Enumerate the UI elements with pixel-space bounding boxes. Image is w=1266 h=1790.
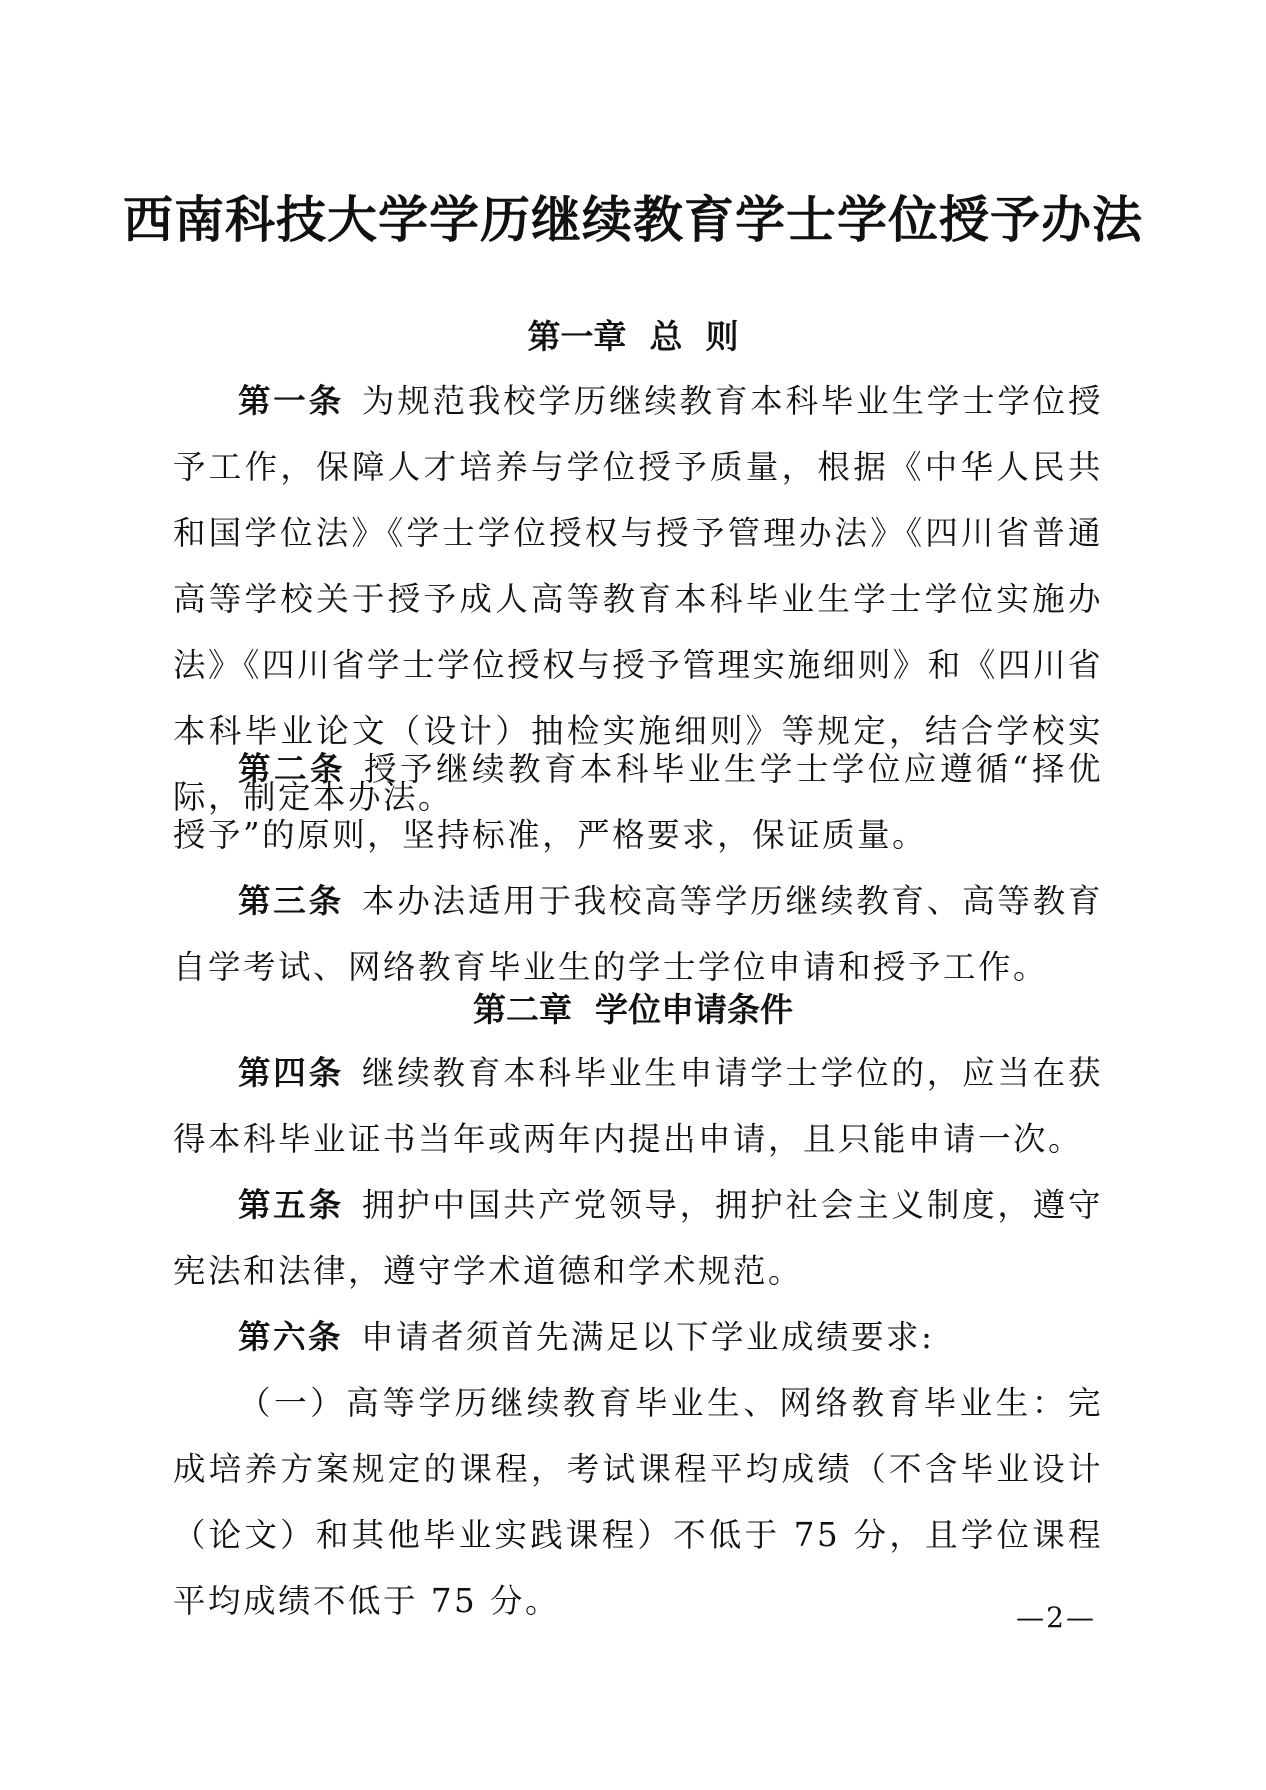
article-label: 第五条 bbox=[238, 1186, 344, 1224]
chapter-heading-2: 第二章 学位申请条件 bbox=[473, 990, 793, 1029]
article-label: 第六条 bbox=[238, 1318, 344, 1356]
chapter-heading-1: 第一章 总 则 bbox=[527, 317, 739, 356]
article-text: 为规范我校学历继续教育本科毕业生学士学位授予工作，保障人才培养与学位授予质量，根据《中华人民共和国学位法》《学士学位授权与授予管理办法》《四川省普通高等学校关于授予成人高等教育本科毕业生学士学位实施办法》《四川省学士学位授权与授予管理实施细则》和《四川省本科毕业论文（设计）抽检实施细则》等规定，结合学校实际，制定本办法。 bbox=[173, 382, 1103, 816]
article-label: 第四条 bbox=[238, 1054, 344, 1092]
article-label: 第三条 bbox=[238, 882, 344, 920]
article-text: 拥护中国共产党领导，拥护社会主义制度，遵守宪法和法律，遵守学术道德和学术规范。 bbox=[173, 1186, 1103, 1290]
article-text: 授予继续教育本科毕业生学士学位应遵循“择优授予”的原则，坚持标准，严格要求，保证质量。 bbox=[173, 750, 1103, 854]
article-text: 继续教育本科毕业生申请学士学位的，应当在获得本科毕业证书当年或两年内提出申请，且只能申请一次。 bbox=[173, 1054, 1103, 1158]
article-5 bbox=[173, 1172, 1103, 1304]
article-label: 第一条 bbox=[238, 382, 344, 420]
page-number: —2— bbox=[1016, 1601, 1096, 1634]
document-title: 西南科技大学学历继续教育学士学位授予办法 bbox=[123, 190, 1143, 249]
article-2 bbox=[173, 736, 1103, 868]
article-6-item-1: （一）高等学历继续教育毕业生、网络教育毕业生：完成培养方案规定的课程，考试课程平均成绩（不含毕业设计（论文）和其他毕业实践课程）不低于 75 分，且学位课程平均成绩不低于 75 分。 bbox=[173, 1384, 1103, 1620]
article-3 bbox=[173, 868, 1103, 1000]
article-6 bbox=[173, 1304, 1103, 1370]
article-text: 本办法适用于我校高等学历继续教育、高等教育自学考试、网络教育毕业生的学士学位申请和授予工作。 bbox=[173, 882, 1103, 986]
article-4 bbox=[173, 1040, 1103, 1172]
article-text: 申请者须首先满足以下学业成绩要求: bbox=[361, 1318, 935, 1356]
article-label: 第二条 bbox=[238, 750, 346, 788]
